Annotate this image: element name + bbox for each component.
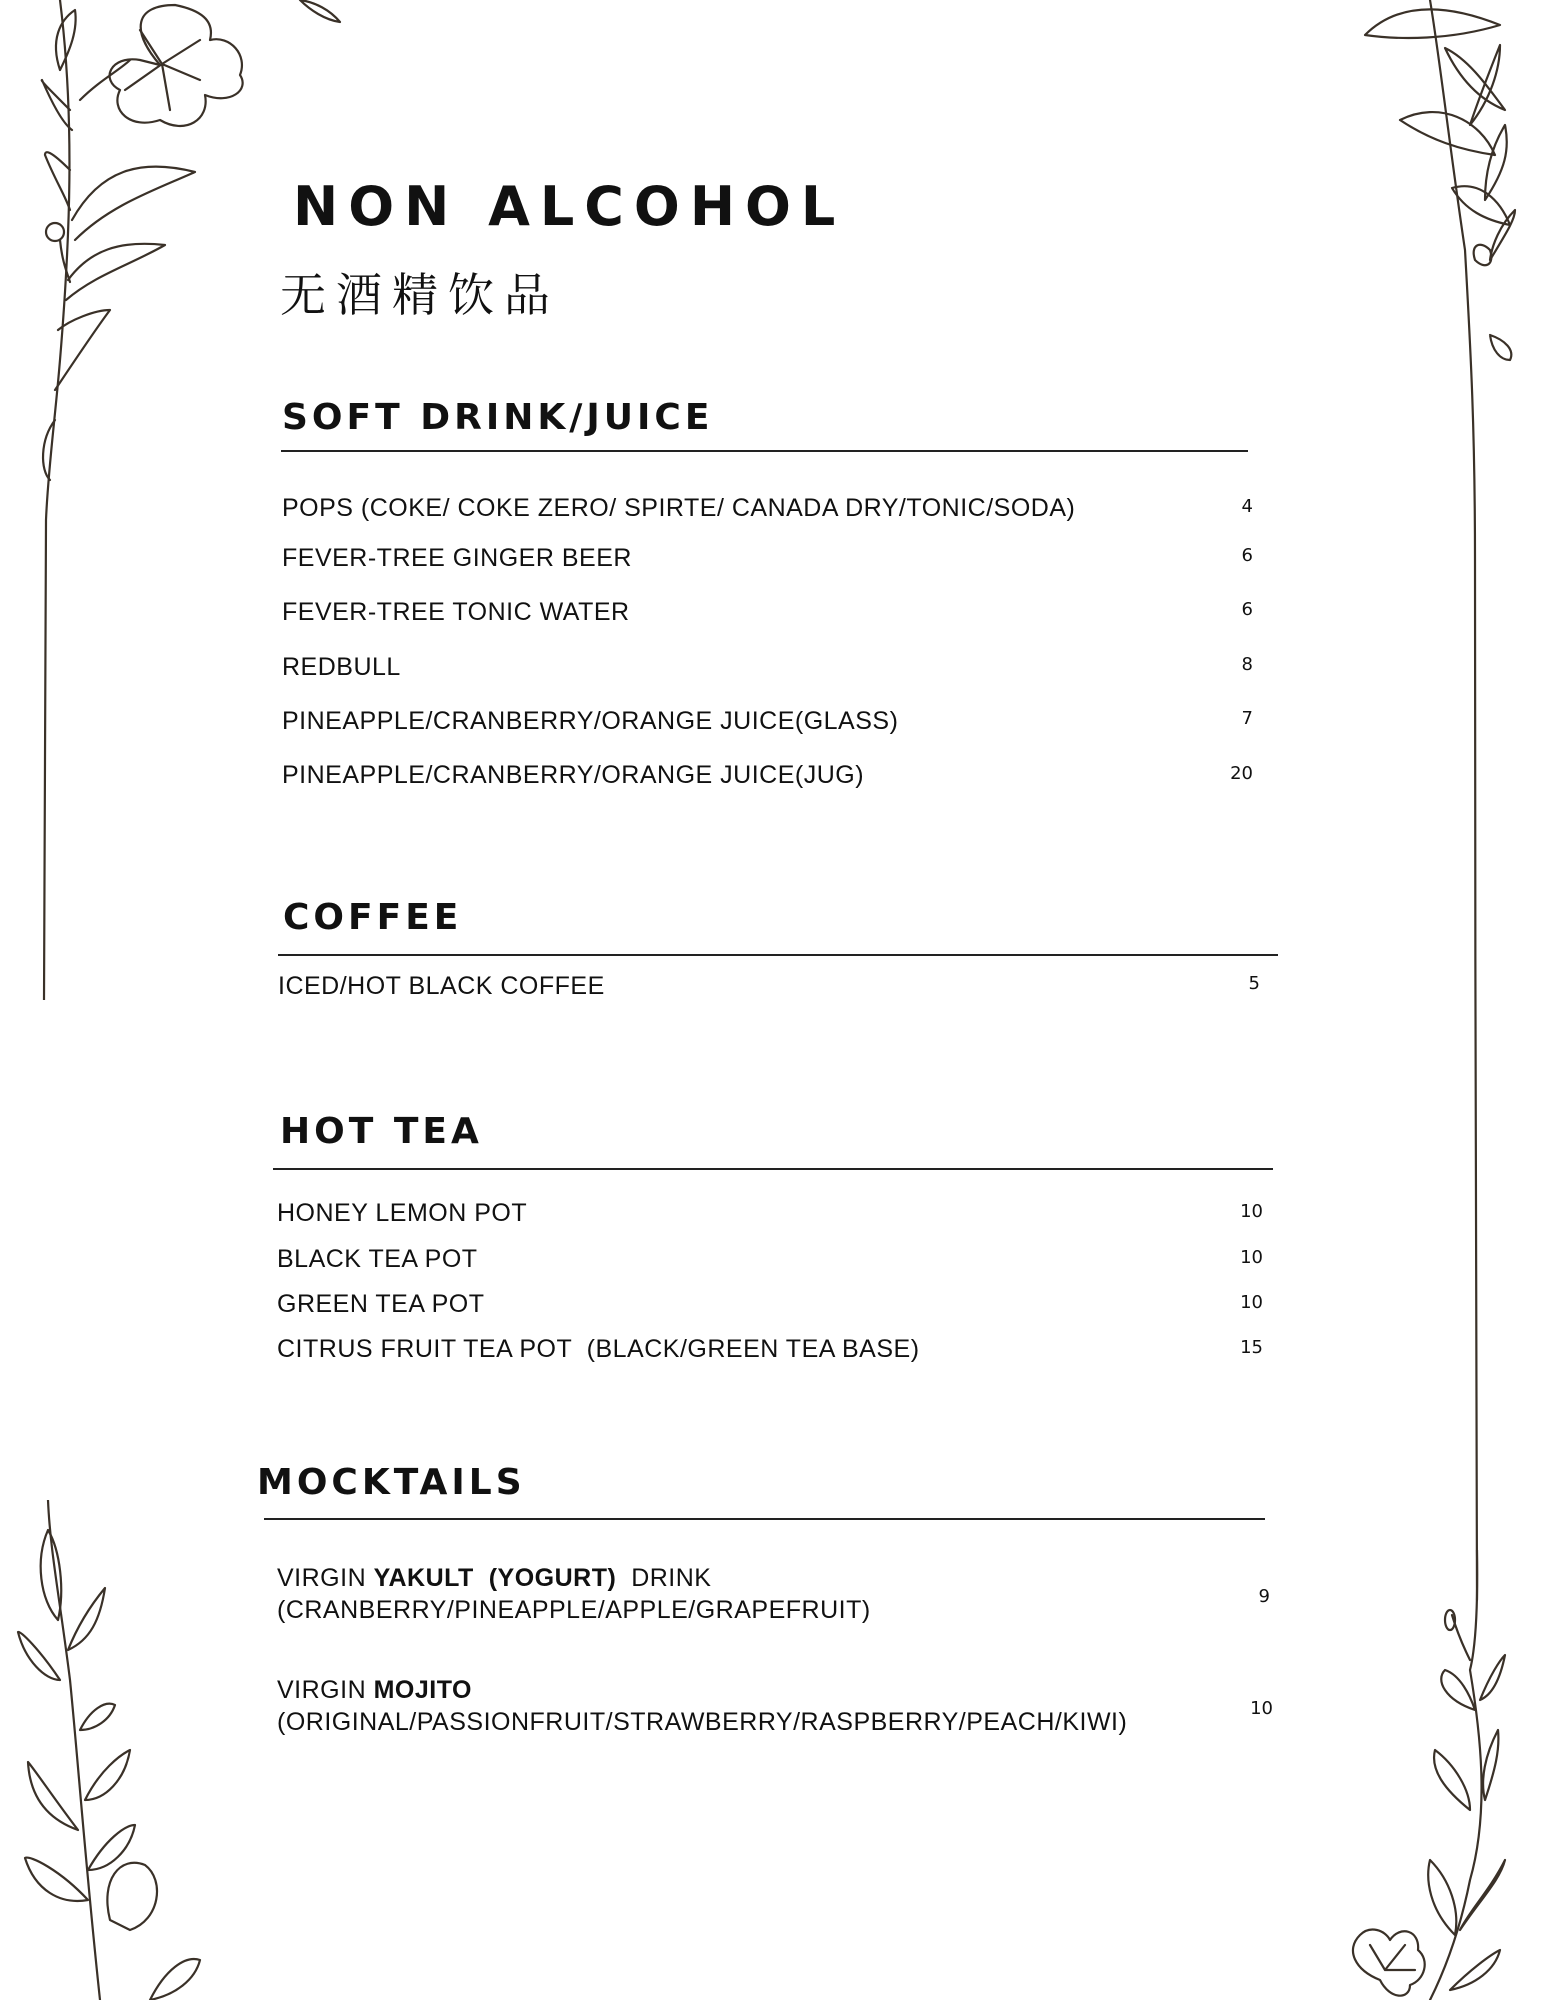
menu-item-highlight: YAKULT (YOGURT) xyxy=(373,1564,617,1592)
menu-item-prefix: VIRGIN xyxy=(277,1564,367,1592)
leaf-vine-icon xyxy=(0,1500,300,2000)
menu-item-name: FEVER-TREE GINGER BEER xyxy=(282,544,632,572)
section-divider xyxy=(281,450,1248,452)
flower-vine-icon xyxy=(1250,1550,1545,2000)
menu-item-price: 10 xyxy=(1240,1247,1263,1268)
menu-item-price: 20 xyxy=(1230,763,1253,784)
section-divider xyxy=(273,1168,1273,1170)
menu-item-name: BLACK TEA POT xyxy=(277,1245,478,1273)
menu-item-price: 10 xyxy=(1240,1292,1263,1313)
section-heading-coffee: COFFEE xyxy=(283,897,463,938)
menu-item-options: (CRANBERRY/PINEAPPLE/APPLE/GRAPEFRUIT) xyxy=(277,1596,871,1624)
menu-item-name: GREEN TEA POT xyxy=(277,1290,485,1318)
menu-item-price: 10 xyxy=(1240,1201,1263,1222)
page-subtitle-chinese: 无酒精饮品 xyxy=(280,268,560,322)
menu-item-price: 9 xyxy=(1258,1586,1270,1607)
mocktail-item-mojito xyxy=(277,1678,472,1703)
menu-item-price: 6 xyxy=(1241,599,1253,620)
menu-item-name: REDBULL xyxy=(282,653,401,681)
section-heading-mocktails: MOCKTAILS xyxy=(257,1462,526,1503)
menu-item-price: 6 xyxy=(1241,545,1253,566)
menu-item-price: 15 xyxy=(1240,1337,1263,1358)
menu-item-name: PINEAPPLE/CRANBERRY/ORANGE JUICE(GLASS) xyxy=(282,707,899,735)
menu-item-name: FEVER-TREE TONIC WATER xyxy=(282,598,630,626)
menu-item-price: 5 xyxy=(1248,973,1260,994)
menu-item-name: PINEAPPLE/CRANBERRY/ORANGE JUICE(JUG) xyxy=(282,761,865,789)
menu-item-price: 10 xyxy=(1250,1698,1273,1719)
menu-item-price: 4 xyxy=(1241,496,1253,517)
menu-item-price: 8 xyxy=(1241,654,1253,675)
page-title: NON ALCOHOL xyxy=(293,175,846,238)
section-heading-soft-drink: SOFT DRINK/JUICE xyxy=(282,397,714,438)
section-divider xyxy=(278,954,1278,956)
menu-item-suffix: DRINK xyxy=(631,1564,712,1592)
menu-item-prefix: VIRGIN xyxy=(277,1676,367,1704)
menu-item-options: (ORIGINAL/PASSIONFRUIT/STRAWBERRY/RASPBERRY/PEACH/KIWI) xyxy=(277,1708,1128,1736)
mocktail-item-yakult xyxy=(277,1566,712,1591)
menu-item-highlight: MOJITO xyxy=(373,1676,472,1704)
menu-item-price: 7 xyxy=(1241,708,1253,729)
section-heading-hot-tea: HOT TEA xyxy=(280,1111,483,1152)
menu-item-name: HONEY LEMON POT xyxy=(277,1199,528,1227)
section-divider xyxy=(264,1518,1265,1520)
menu-item-name: ICED/HOT BLACK COFFEE xyxy=(278,972,605,1000)
menu-item-name: POPS (COKE/ COKE ZERO/ SPIRTE/ CANADA DRY/TONIC/SODA) xyxy=(282,494,1076,522)
menu-item-name: CITRUS FRUIT TEA POT (BLACK/GREEN TEA BASE) xyxy=(277,1335,920,1363)
